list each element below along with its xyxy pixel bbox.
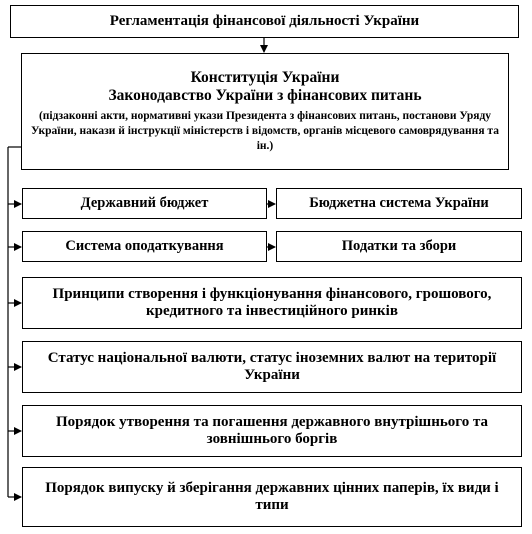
legislation-details: (підзаконні акти, нормативні укази Президента з фінансових питань, постанови Уряду України, накази й інструкції міністерств і відомств, органів місцевого самоврядування та ін.)	[31, 109, 499, 152]
title-box	[10, 5, 519, 38]
constitution-label: Конституція України	[190, 69, 340, 87]
law-box	[21, 53, 509, 170]
taxation-system-label: Система оподаткування	[65, 238, 224, 255]
taxes-fees-box	[276, 231, 522, 262]
budget-system-label: Бюджетна система України	[309, 195, 489, 212]
currency-status-label: Статус національної валюти, статус іноземних валют на території України	[47, 349, 497, 383]
state-budget-label: Державний бюджет	[80, 195, 209, 212]
taxation-system-box	[22, 231, 267, 262]
budget-system-box	[276, 188, 522, 219]
state-budget-box	[22, 188, 267, 219]
legislation-label: Законодавство України з фінансових питань	[108, 87, 422, 105]
securities-box	[22, 467, 522, 527]
taxes-fees-label: Податки та збори	[341, 238, 457, 255]
currency-status-box	[22, 341, 522, 393]
securities-label: Порядок випуску й зберігання державних цінних паперів, їх види і типи	[45, 479, 499, 513]
public-debt-box	[22, 405, 522, 457]
market-principles-label: Принципи створення і функціонування фінансового, грошового, кредитного та інвестиційного ринків	[52, 285, 492, 319]
public-debt-label: Порядок утворення та погашення державного внутрішнього та зовнішнього боргів	[55, 413, 489, 447]
title-text: Регламентація фінансової діяльності України	[109, 12, 420, 29]
market-principles-box	[22, 277, 522, 329]
